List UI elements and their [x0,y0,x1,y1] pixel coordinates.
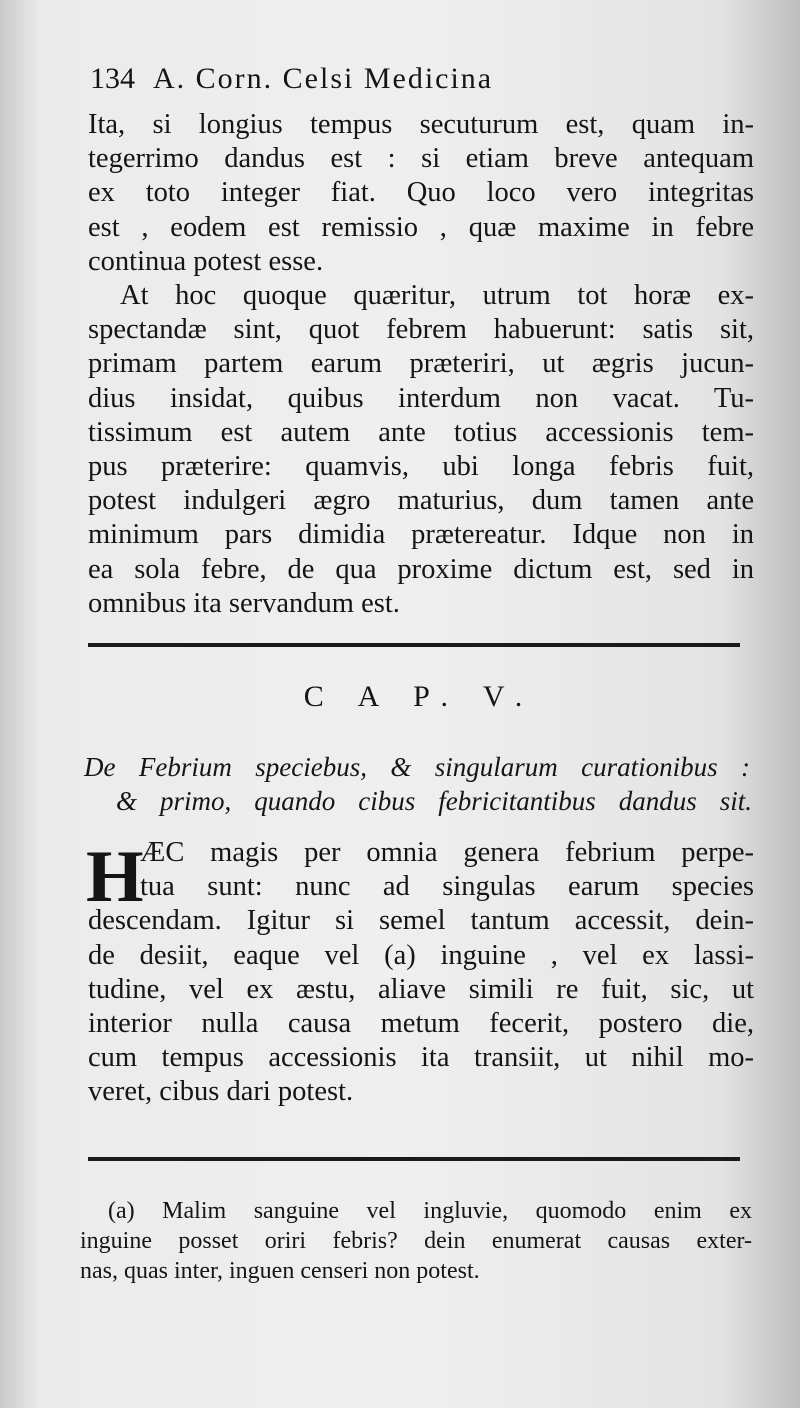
running-head [90,62,740,96]
text-line: cum tempus accessionis ita transiit, ut nihil mo- [88,1042,754,1074]
chapter-heading: C A P. V. [303,680,537,713]
text-line: potest indulgeri ægro maturius, dum tamen ante [88,485,754,517]
text-line: minimum pars dimidia prætereatur. Idque non in [88,519,754,551]
paragraph-3 [88,836,754,1110]
subtitle-line: & primo, quando cibus febricitantibus dandus sit. [116,786,752,816]
footnote-line: (a) Malim sanguine vel ingluvie, quomodo enim ex [108,1198,752,1224]
chapter-subtitle [84,750,750,784]
section-divider [88,643,740,647]
text-line: tudine, vel ex æstu, aliave simili re fuit, sic, ut [88,973,754,1005]
text-line: interior nulla causa metum fecerit, postero die, [88,1007,754,1039]
footnote-divider [88,1157,740,1161]
text-line: primam partem earum præteriri, ut ægris jucun- [88,348,754,380]
footnote [80,1196,752,1286]
footnote-line: nas, quas inter, inguen censeri non potest. [80,1258,480,1284]
paragraph-2 [88,279,754,621]
text-line: tegerrimo dandus est : si etiam breve antequam [88,143,754,175]
footnote-line: inguine posset oriri febris? dein enumerat causas exter- [80,1228,752,1254]
text-line: omnibus ita servandum est. [88,587,400,619]
text-line: ex toto integer fiat. Quo loco vero integritas [88,177,754,209]
text-line: veret, cibus dari potest. [88,1076,354,1108]
text-line: ÆC magis per omnia genera febrium perpe- [140,837,754,868]
paragraph-1 [88,108,754,279]
subtitle-line: De Febrium speciebus, & singularum curationibus : [84,752,750,782]
chapter-subtitle-continued [116,784,752,818]
text-line: tissimum est autem ante totius accessionis tem- [88,416,754,448]
text-line: continua potest esse. [88,245,324,277]
page-number: 134 [90,62,135,95]
text-line: est , eodem est remissio , quæ maxime in febre [88,211,754,243]
text-line: Ita, si longius tempus secuturum est, quam in- [88,109,754,140]
drop-cap: H [86,836,144,918]
text-line: descendam. Igitur si semel tantum accessit, dein- [88,905,754,937]
text-line: At hoc quoque quæritur, utrum tot horæ ex- [120,280,754,311]
text-line: tua sunt: nunc ad singulas earum species [140,871,754,903]
text-line: de desiit, eaque vel (a) inguine , vel ex lassi- [88,939,754,971]
text-line: ea sola febre, de qua proxime dictum est, sed in [88,553,754,585]
text-line: dius insidat, quibus interdum non vacat. Tu- [88,382,754,414]
text-line: pus præterire: quamvis, ubi longa febris fuit, [88,450,754,482]
running-title: A. Corn. Celsi Medicina [153,62,494,95]
text-line: spectandæ sint, quot febrem habuerunt: satis sit, [88,314,754,346]
